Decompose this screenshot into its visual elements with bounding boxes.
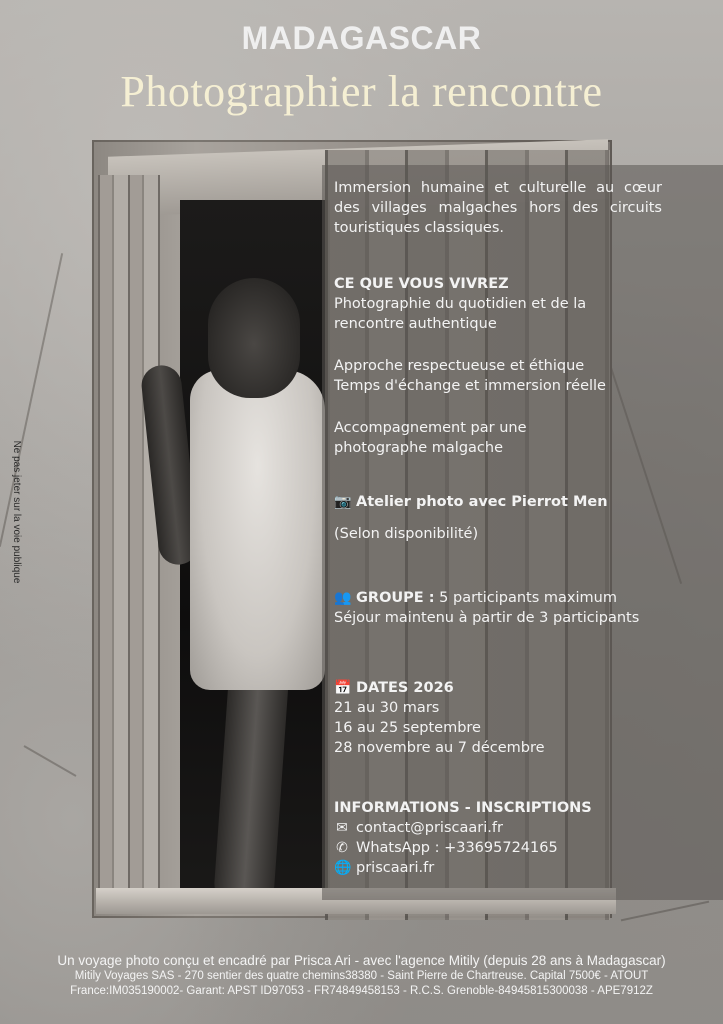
people-icon: 👥 xyxy=(334,590,352,606)
workshop-section xyxy=(334,492,694,544)
experience-line-3: Temps d'échange et immersion réelle xyxy=(334,378,606,394)
group-note: Séjour maintenu à partir de 3 participants xyxy=(334,610,640,626)
dates-title: DATES 2026 xyxy=(356,680,454,696)
workshop-note: (Selon disponibilité) xyxy=(334,526,479,542)
footer xyxy=(0,952,723,999)
experience-line-2: Approche respectueuse et éthique xyxy=(334,358,585,374)
experience-title: CE QUE VOUS VIVREZ xyxy=(334,276,509,292)
intro-text: Immersion humaine et culturelle au cœur des villages malgaches hors des circuits touristiques classiques. xyxy=(334,180,662,236)
date-item: 16 au 25 septembre xyxy=(334,720,481,736)
date-item: 21 au 30 mars xyxy=(334,700,440,716)
experience-line-1: Photographie du quotidien et de la rencontre authentique xyxy=(334,296,587,332)
whatsapp-icon: ✆ xyxy=(336,840,348,856)
girl-dress xyxy=(190,370,325,690)
camera-icon: 📷 xyxy=(334,494,352,510)
contact-title: INFORMATIONS - INSCRIPTIONS xyxy=(334,800,592,816)
contact-section xyxy=(334,798,694,878)
contact-email[interactable]: contact@priscaari.fr xyxy=(356,820,503,836)
footer-line-2: Mitily Voyages SAS - 270 sentier des quatre chemins38380 - Saint Pierre de Chartreuse. Capital 7500€ - ATOUT xyxy=(74,970,649,982)
contact-website[interactable]: priscaari.fr xyxy=(356,860,435,876)
group-label: GROUPE : xyxy=(356,590,435,606)
country-heading: MADAGASCAR xyxy=(241,20,482,56)
date-item: 28 novembre au 7 décembre xyxy=(334,740,545,756)
page-title: Photographier la rencontre xyxy=(120,67,603,116)
experience-section xyxy=(334,274,694,458)
girl-head xyxy=(208,278,300,398)
group-value: 5 participants maximum xyxy=(439,590,617,606)
dates-section xyxy=(334,678,694,758)
footer-line-1: Un voyage photo conçu et encadré par Prisca Ari - avec l'agence Mitily (depuis 28 ans à Madagascar) xyxy=(57,953,666,968)
left-shutter xyxy=(98,175,160,910)
experience-line-4: Accompagnement par une photographe malgache xyxy=(334,420,527,456)
group-section xyxy=(334,588,694,628)
globe-icon: 🌐 xyxy=(334,860,352,876)
workshop-title: Atelier photo avec Pierrot Men xyxy=(356,494,608,510)
contact-whatsapp[interactable]: WhatsApp : +33695724165 xyxy=(356,840,558,856)
mail-icon: ✉ xyxy=(336,820,348,836)
calendar-icon: 📅 xyxy=(334,680,352,696)
side-note: Ne pas jeter sur la voie publique xyxy=(11,440,22,584)
footer-line-3: France:IM035190002- Garant: APST ID97053 - FR74849458153 - R.C.S. Grenoble-84945815300038 - APE7912Z xyxy=(70,985,653,997)
